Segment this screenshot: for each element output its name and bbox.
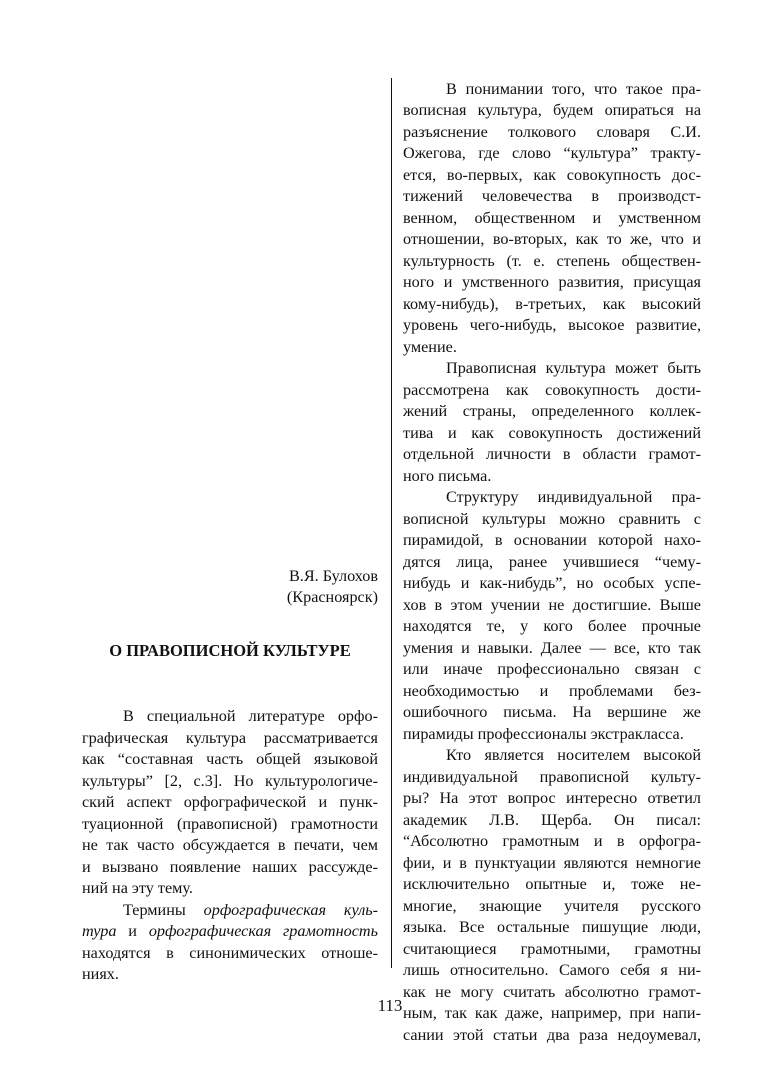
text-line: ошибочного письма. На вершине же	[403, 703, 701, 721]
text-line: фии, и в пунктуации являются немногие	[403, 854, 701, 872]
column-divider	[391, 78, 392, 968]
text-line: не так часто обсуждается в печати, чем	[82, 836, 378, 854]
text-line: ного и умственного развития, присущая	[403, 273, 701, 291]
text-line: ский аспект орфографической и пунк-	[82, 793, 378, 811]
author-city: (Красноярск)	[286, 588, 378, 606]
text-line: умение.	[403, 338, 457, 356]
text-line: отношении, во-вторых, как то же, что и	[403, 230, 701, 248]
text-line: вописной культуры можно сравнить с	[403, 510, 701, 528]
italic-term: орфографическая грамотность	[148, 922, 378, 940]
text-line: языка. Все остальные пишущие люди,	[403, 918, 701, 936]
text-line: рассмотрена как совокупность дости-	[403, 381, 701, 399]
plain-text: и	[116, 922, 149, 940]
text-line: тива и как совокупность достижений	[403, 424, 701, 442]
text-line: считающиеся грамотными, грамотны	[403, 940, 701, 958]
text-line: умения и навыки. Далее — все, кто так	[403, 639, 701, 657]
text-line: тижений человечества в производст-	[403, 187, 701, 205]
plain-text: Термины	[123, 901, 204, 919]
text-line: или иначе профессионально связан с	[403, 660, 701, 678]
text-line: В понимании того, что такое пра-	[446, 80, 701, 98]
text-line: Ожегова, где слово “культура” тракту-	[403, 144, 701, 162]
text-line: вописная культура, будем опираться на	[403, 101, 701, 119]
italic-term: орфографическая куль-	[203, 901, 379, 919]
text-line: графическая культура рассматривается	[82, 729, 378, 747]
text-line: ного письма.	[403, 467, 492, 485]
text-line: Правописная культура может быть	[446, 359, 701, 377]
text-line: туационной (правописной) грамотности	[82, 815, 378, 833]
text-line: как “составная часть общей языковой	[82, 750, 378, 768]
text-line: ется, во-первых, как совокупность дос-	[403, 166, 701, 184]
text-line: ры? На этот вопрос интересно ответил	[403, 789, 701, 807]
text-line-terms	[123, 900, 378, 920]
text-line: пирамидой, в основании которой нахо-	[403, 531, 701, 549]
article-title: О ПРАВОПИСНОЙ КУЛЬТУРЕ	[109, 641, 351, 660]
text-line: хов в этом учении не достигшие. Выше	[403, 596, 701, 614]
text-line: пирамиды профессионалы экстракласса.	[403, 725, 684, 743]
text-line: дятся лица, ранее учившиеся “чему-	[403, 553, 701, 571]
text-line: сании этой статьи два раза недоумевал,	[403, 1026, 701, 1044]
italic-term: тура	[82, 922, 117, 940]
text-line: венном, общественном и умственном	[403, 209, 701, 227]
text-line: ниях.	[82, 965, 119, 983]
text-line: кому-нибудь), в-третьих, как высокий	[403, 295, 701, 313]
text-line: нибудь и как-нибудь”, но особых успе-	[403, 574, 701, 592]
text-line: жений страны, определенного коллек-	[403, 402, 701, 420]
text-line: индивидуальной правописной культу-	[403, 768, 701, 786]
text-line: Структуру индивидуальной пра-	[446, 488, 701, 506]
text-line: В специальной литературе орфо-	[123, 707, 378, 725]
text-line: культуры” [2, с.3]. Но культурологиче-	[82, 772, 378, 790]
text-line: исключительно опытные и, тоже не-	[403, 875, 701, 893]
text-line: необходимостью и проблемами без-	[403, 682, 701, 700]
text-line: и вызвано появление наших рассужде-	[82, 858, 378, 876]
text-line: культурность (т. е. степень обществен-	[403, 252, 701, 270]
author-name: В.Я. Булохов	[289, 567, 378, 585]
page-number: 113	[377, 996, 403, 1015]
text-line: ным, так как даже, например, при напи-	[403, 1004, 701, 1022]
text-line: многие, знающие учителя русского	[403, 897, 701, 915]
text-line: академик Л.В. Щерба. Он писал:	[403, 811, 701, 829]
text-line: находятся те, у кого более прочные	[403, 617, 701, 635]
text-line: “Абсолютно грамотным и в орфогра-	[403, 832, 701, 850]
text-line-terms	[82, 921, 378, 941]
text-line: лишь относительно. Самого себя я ни-	[403, 961, 701, 979]
text-line: находятся в синонимических отноше-	[82, 944, 378, 962]
text-line: как не могу считать абсолютно грамот-	[403, 983, 701, 1001]
text-line: отдельной личности в области грамот-	[403, 445, 701, 463]
text-line: уровень чего-нибудь, высокое развитие,	[403, 316, 701, 334]
text-line: ний на эту тему.	[82, 879, 193, 897]
text-line: разъяснение толкового словаря С.И.	[403, 123, 701, 141]
text-line: Кто является носителем высокой	[446, 746, 701, 764]
